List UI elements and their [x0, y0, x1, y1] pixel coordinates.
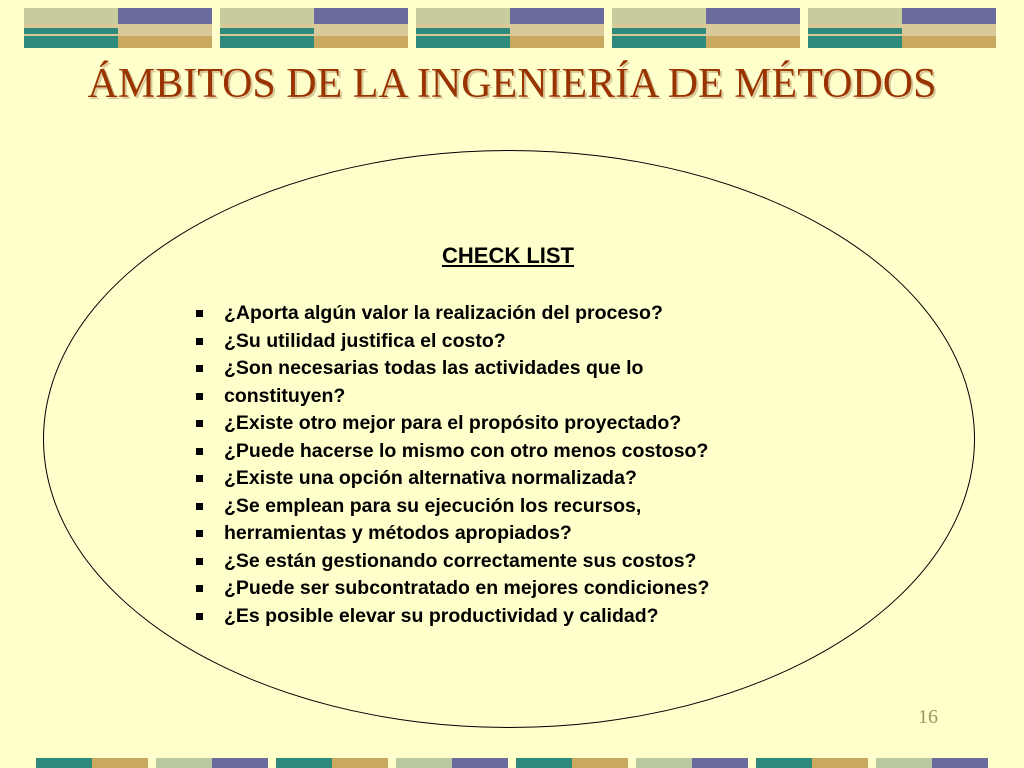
deco-block: [24, 8, 212, 48]
checklist-item-text: ¿Son necesarias todas las actividades que lo: [224, 357, 644, 379]
checklist-item: [192, 493, 709, 521]
deco-block: [416, 8, 604, 48]
checklist-item-text: ¿Puede ser subcontratado en mejores condiciones?: [224, 577, 710, 599]
checklist-item: [192, 355, 709, 383]
checklist-item: [192, 548, 709, 576]
checklist-item-text: constituyen?: [224, 384, 346, 407]
square-bullet-icon: [196, 338, 203, 345]
page-number: 16: [918, 706, 938, 728]
bottom-decorative-band: [0, 758, 1024, 768]
checklist-item-text: herramientas y métodos apropiados?: [224, 522, 572, 544]
square-bullet-icon: [196, 475, 203, 482]
checklist-item-text: ¿Su utilidad justifica el costo?: [224, 329, 506, 352]
square-bullet-icon: [196, 310, 203, 317]
checklist-item: [192, 300, 709, 328]
checklist-item: [192, 603, 709, 631]
checklist-item: [192, 328, 709, 356]
checklist-item-text: ¿Existe una opción alternativa normalizada?: [224, 467, 637, 489]
slide-title: ÁMBITOS DE LA INGENIERÍA DE MÉTODOS: [87, 61, 937, 107]
square-bullet-icon: [196, 420, 203, 427]
square-bullet-icon: [196, 365, 203, 372]
deco-block: [612, 8, 800, 48]
deco-block: [808, 8, 996, 48]
checklist-item-text: ¿Es posible elevar su productividad y calidad?: [224, 604, 659, 627]
deco-strip: [36, 758, 988, 768]
checklist: [192, 300, 709, 630]
checklist-item-text: ¿Se están gestionando correctamente sus costos?: [224, 549, 697, 572]
square-bullet-icon: [196, 558, 203, 565]
square-bullet-icon: [196, 613, 203, 620]
top-decorative-band: [0, 8, 1024, 48]
checklist-item-text: ¿Se emplean para su ejecución los recursos,: [224, 494, 642, 517]
checklist-heading: CHECK LIST: [442, 243, 574, 268]
square-bullet-icon: [196, 393, 203, 400]
checklist-item: [192, 410, 709, 438]
checklist-item: [192, 438, 709, 466]
checklist-item-text: ¿Puede hacerse lo mismo con otro menos costoso?: [224, 439, 709, 462]
checklist-item: [192, 465, 709, 493]
checklist-item-text: ¿Aporta algún valor la realización del proceso?: [224, 302, 663, 324]
square-bullet-icon: [196, 530, 203, 537]
deco-block: [220, 8, 408, 48]
checklist-item-text: ¿Existe otro mejor para el propósito proyectado?: [224, 412, 682, 434]
checklist-item: [192, 383, 709, 411]
checklist-item: [192, 575, 709, 603]
square-bullet-icon: [196, 448, 203, 455]
square-bullet-icon: [196, 585, 203, 592]
checklist-item: [192, 520, 709, 548]
square-bullet-icon: [196, 503, 203, 510]
